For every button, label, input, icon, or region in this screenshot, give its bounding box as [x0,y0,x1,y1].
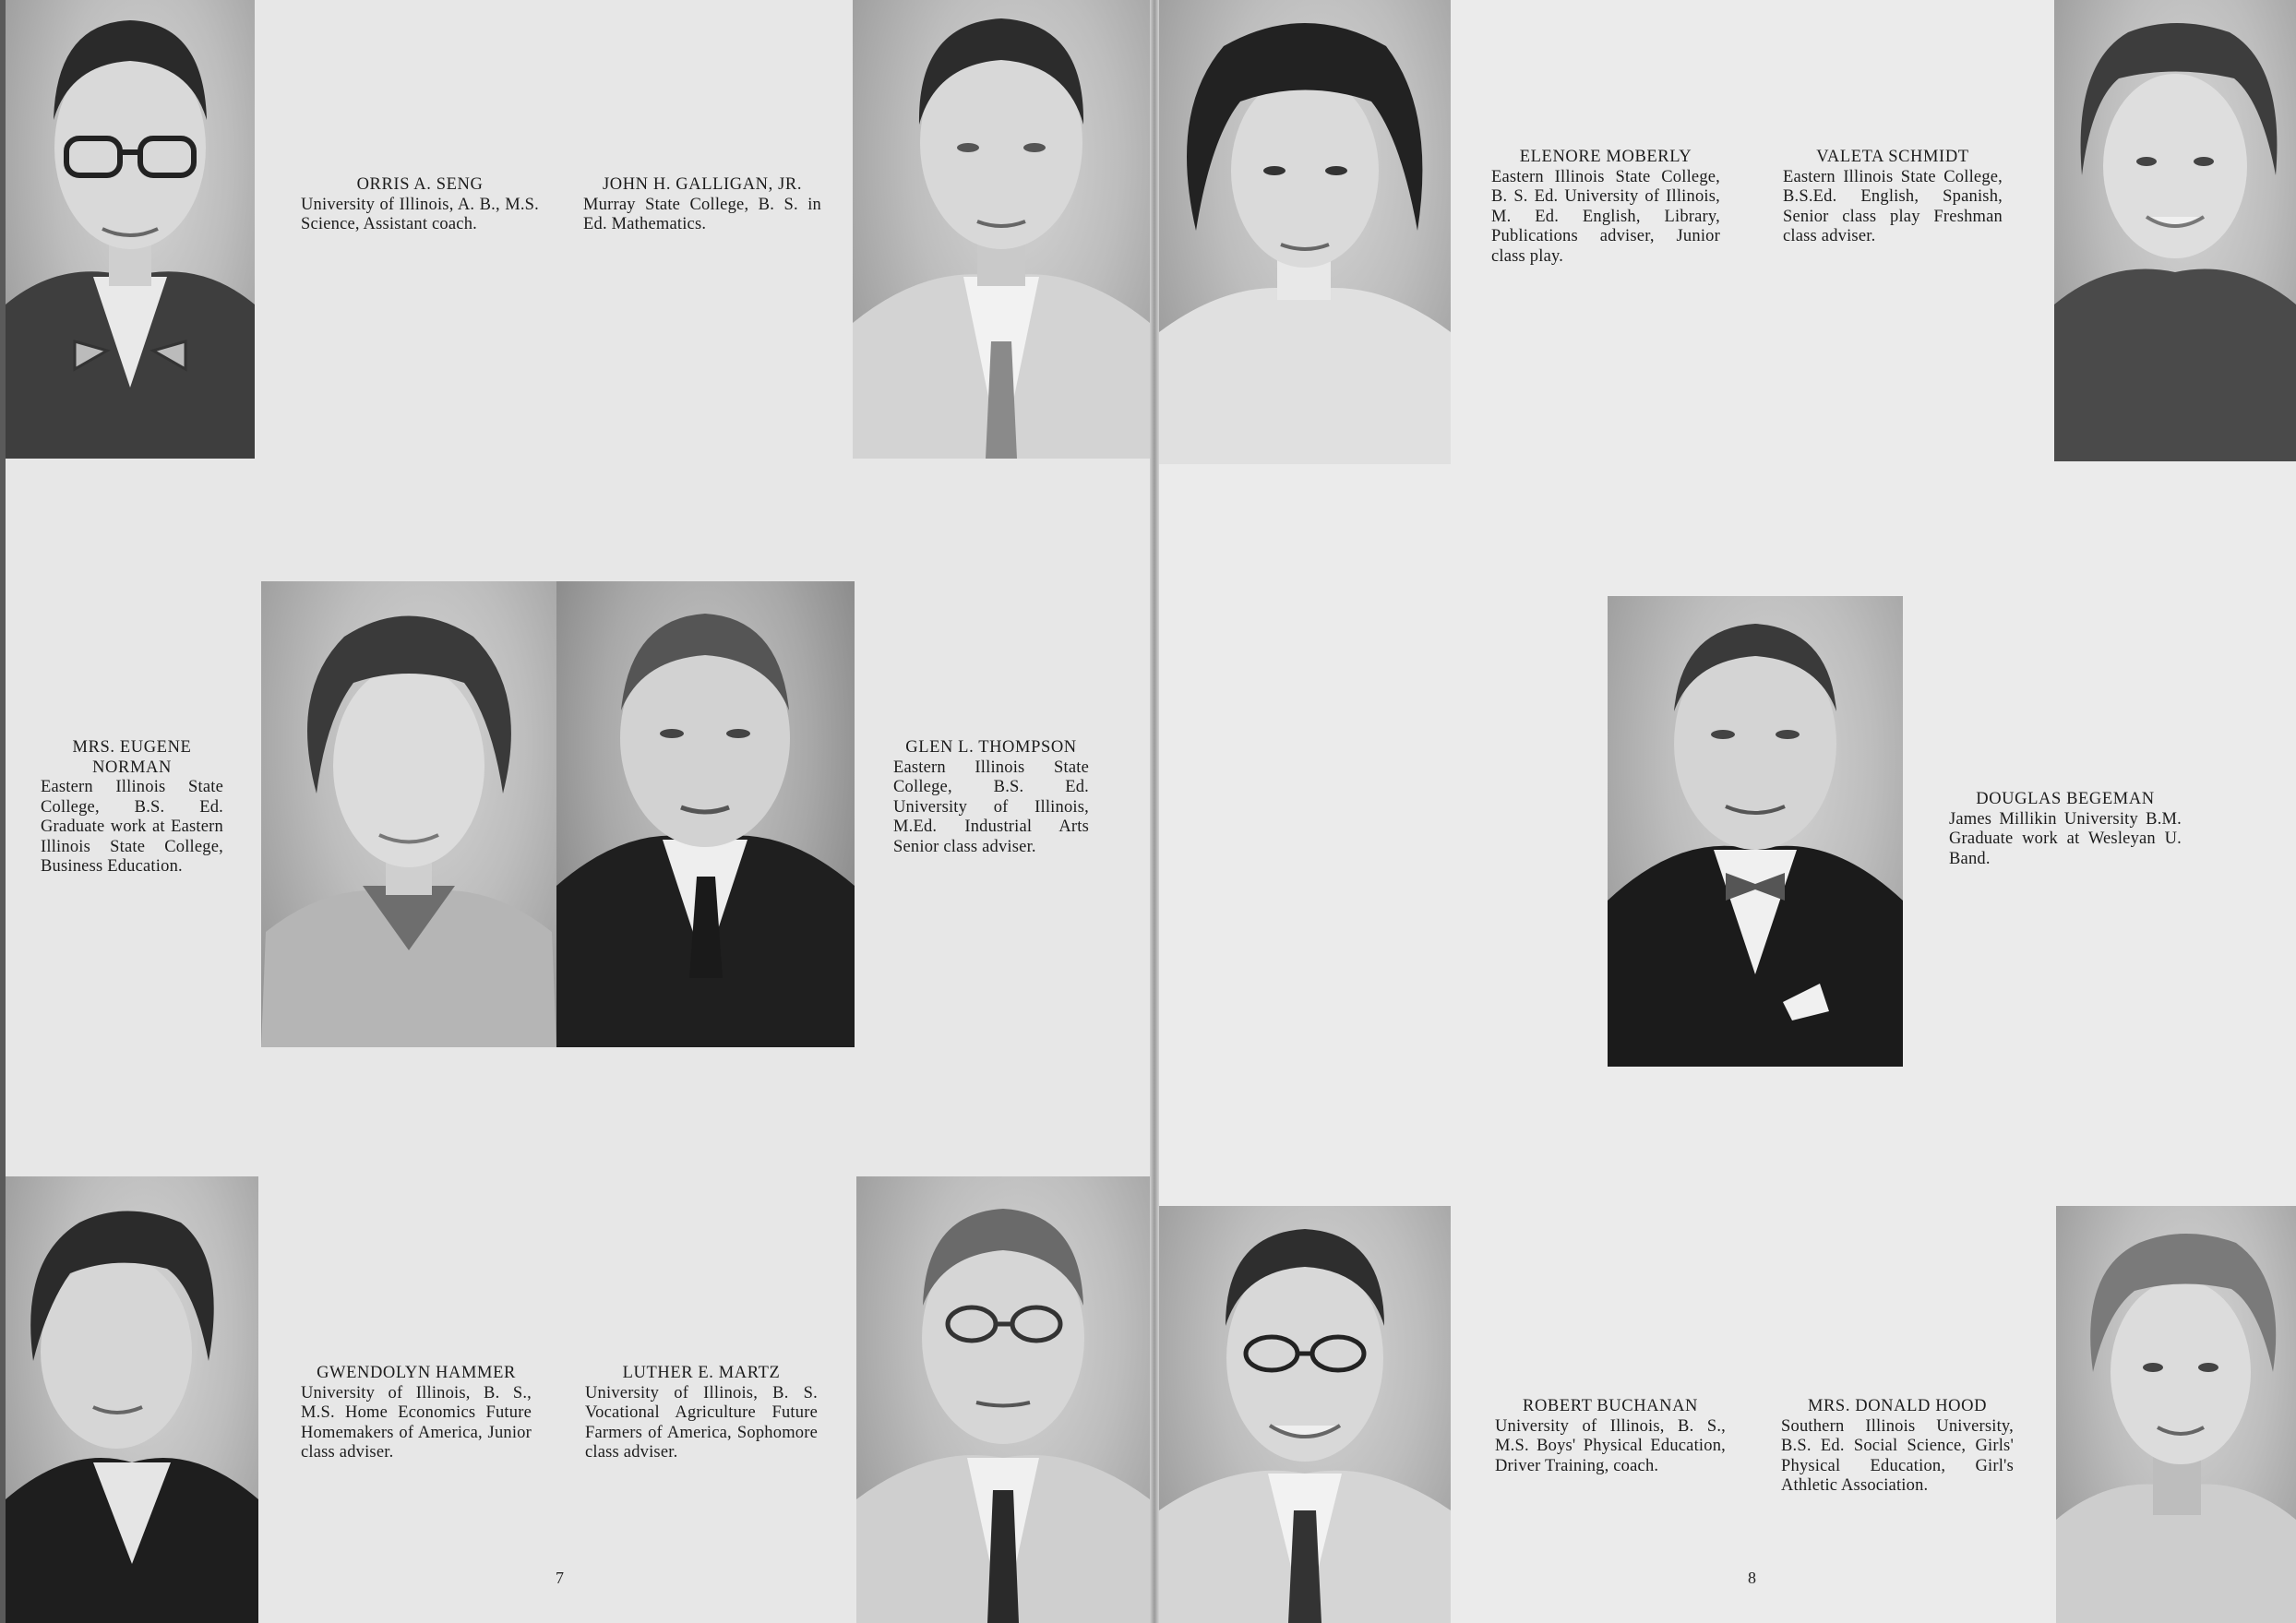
person-name: MRS. DONALD HOOD [1807,1397,1988,1415]
portrait-douglas-begeman [1608,596,1903,1067]
person-description: University of Illinois, B. S. Vocational Agriculture Future Farmers of America, Sophomore class adviser. [585,1383,818,1462]
person-description: University of Illinois, B. S., M.S. Boys' Physical Education, Driver Training, coach. [1495,1416,1726,1475]
person-description: Eastern Illinois State College, B.S. Ed. University of Illinois, M.Ed. Industrial Arts Senior class adviser. [893,758,1089,856]
person-name: ORRIS A. SENG [356,175,484,194]
person-name: GLEN L. THOMPSON [905,738,1077,757]
page-8 [1159,0,2296,1623]
person-description: University of Illinois, B. S., M.S. Home Economics Future Homemakers of America, Junior class adviser. [301,1383,532,1462]
portrait-gwendolyn-hammer [6,1176,258,1623]
portrait-eugene-norman [261,581,556,1047]
caption-valeta-schmidt [1783,148,2003,247]
portrait-robert-buchanan [1159,1206,1451,1623]
person-name: DOUGLAS BEGEMAN [1976,790,2155,808]
person-description: James Millikin University B.M. Graduate work at Wesleyan U. Band. [1949,809,2182,868]
page-number: 8 [1748,1569,1756,1587]
person-description: Eastern Illinois State College, B. S. Ed. University of Illinois, M. Ed. English, Library, Publications adviser, Junior class play. [1491,167,1720,266]
caption-robert-buchanan [1495,1397,1726,1476]
person-name: VALETA SCHMIDT [1816,148,1969,166]
caption-gwendolyn-hammer [301,1364,532,1463]
person-name: ROBERT BUCHANAN [1523,1397,1698,1415]
person-name: LUTHER E. MARTZ [622,1364,781,1382]
book-gutter [1150,0,1159,1623]
person-name: MRS. EUGENE NORMAN [72,738,192,777]
person-name: JOHN H. GALLIGAN, JR. [602,175,803,194]
portrait-orris-seng [6,0,255,459]
person-name: GWENDOLYN HAMMER [317,1364,516,1382]
person-description: Southern Illinois University, B.S. Ed. Social Science, Girls' Physical Education, Girl's Athletic Association. [1781,1416,2014,1495]
person-description: Eastern Illinois State College, B.S. Ed. Graduate work at Eastern Illinois State College, Business Education. [41,778,223,876]
caption-luther-martz [585,1364,818,1463]
person-description: University of Illinois, A. B., M.S. Science, Assistant coach. [301,195,539,233]
person-description: Eastern Illinois State College, B.S.Ed. English, Spanish, Senior class play Freshman class adviser. [1783,167,2003,245]
caption-douglas-begeman [1949,790,2182,869]
portrait-john-galligan [853,0,1150,459]
portrait-glen-thompson [556,581,855,1047]
caption-orris-seng [301,175,539,235]
page-7 [6,0,1150,1623]
caption-john-galligan [583,175,821,235]
portrait-elenore-moberly [1159,0,1451,464]
caption-eugene-norman [41,738,223,877]
person-name: ELENORE MOBERLY [1519,148,1692,166]
caption-donald-hood [1781,1397,2014,1497]
portrait-luther-martz [856,1176,1150,1623]
person-description: Murray State College, B. S. in Ed. Mathematics. [583,195,821,233]
portrait-valeta-schmidt [2054,0,2296,461]
portrait-donald-hood [2056,1206,2296,1623]
caption-elenore-moberly [1491,148,1720,267]
caption-glen-thompson [893,738,1089,857]
page-number: 7 [556,1569,564,1587]
